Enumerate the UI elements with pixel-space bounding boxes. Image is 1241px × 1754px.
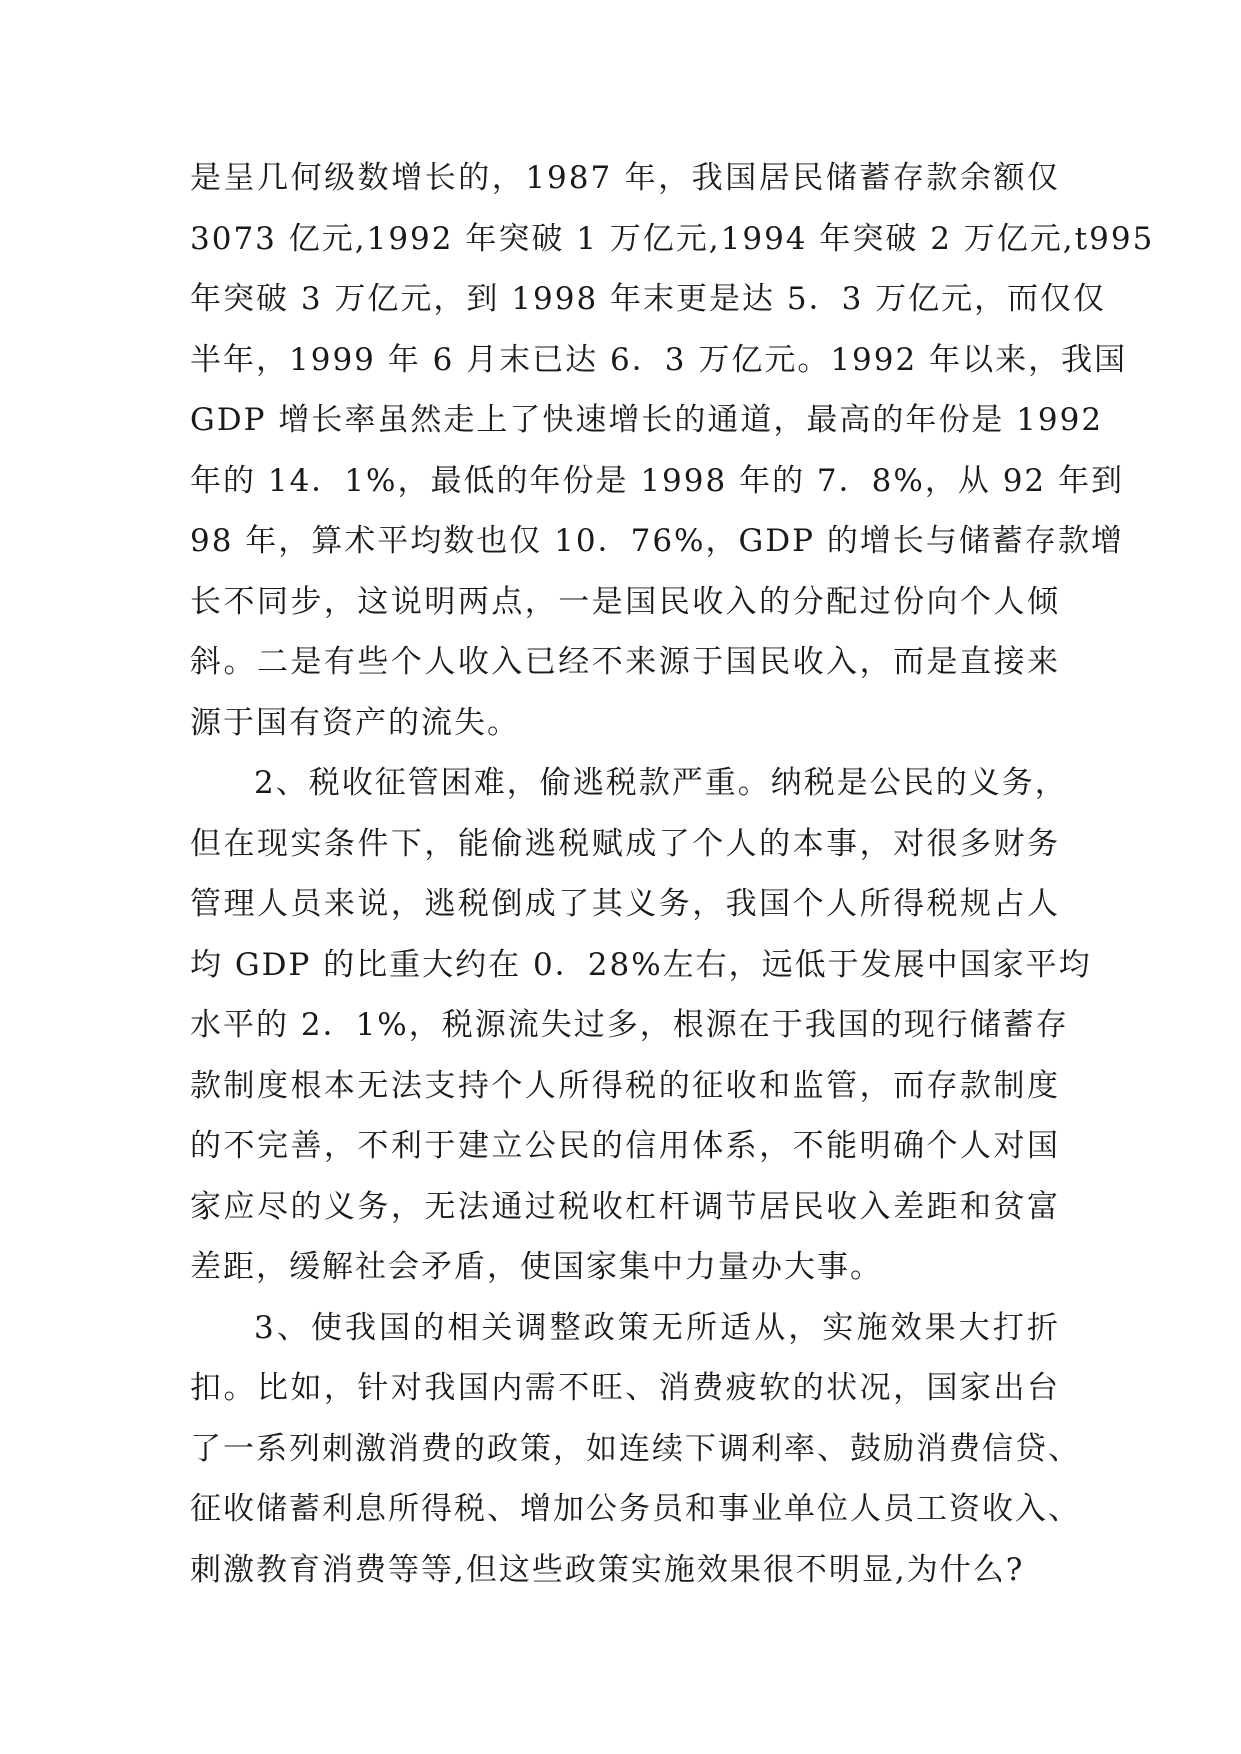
text-line: 款制度根本无法支持个人所得税的征收和监管，而存款制度 — [190, 1067, 1060, 1104]
text-line: GDP 增长率虽然走上了快速增长的通道，最高的年份是 1992 — [190, 402, 1104, 438]
text-line: 的不完善，不利于建立公民的信用体系，不能明确个人对国 — [190, 1128, 1060, 1164]
text-line: 年的 14．1%，最低的年份是 1998 年的 7．8%，从 92 年到 — [190, 462, 1124, 499]
text-line: 扣。比如，针对我国内需不旺、消费疲软的状况，国家出台 — [190, 1370, 1060, 1406]
text-line: 斜。二是有些个人收入已经不来源于国民收入，而是直接来 — [190, 644, 1060, 680]
paragraph-3 — [190, 1298, 1081, 1601]
text-line: 均 GDP 的比重大约在 0．28%左右，远低于发展中国家平均 — [190, 946, 1092, 983]
text-line: 差距，缓解社会矛盾，使国家集中力量办大事。 — [190, 1249, 883, 1285]
text-line: 源于国有资产的流失。 — [190, 704, 520, 741]
text-line: 是呈几何级数增长的，1987 年，我国居民储蓄存款余额仅 — [190, 160, 1060, 196]
text-line: 98 年，算术平均数也仅 10．76%，GDP 的增长与储蓄存款增 — [190, 523, 1124, 559]
text-line: 年突破 3 万亿元，到 1998 年末更是达 5．3 万亿元，而仅仅 — [190, 281, 1107, 317]
text-line: 3、使我国的相关调整政策无所适从，实施效果大打折 — [254, 1309, 1060, 1346]
text-line: 征收储蓄利息所得税、增加公务员和事业单位人员工资收入、 — [190, 1491, 1081, 1527]
text-line: 家应尽的义务，无法通过税收杠杆调节居民收入差距和贫富 — [190, 1188, 1060, 1225]
text-line: 半年，1999 年 6 月末已达 6．3 万亿元。1992 年以来，我国 — [190, 341, 1128, 378]
text-line: 水平的 2．1%，税源流失过多，根源在于我国的现行储蓄存 — [190, 1007, 1069, 1043]
text-line: 但在现实条件下，能偷逃税赋成了个人的本事，对很多财务 — [190, 825, 1060, 862]
document-page — [190, 148, 1155, 1600]
paragraph-2 — [190, 753, 1092, 1298]
text-line: 3073 亿元,1992 年突破 1 万亿元,1994 年突破 2 万亿元,t995 — [190, 220, 1155, 257]
paragraph-1 — [190, 148, 1155, 753]
text-line: 长不同步，这说明两点，一是国民收入的分配过份向个人倾 — [190, 583, 1060, 620]
text-line: 2、税收征管困难，偷逃税款严重。纳税是公民的义务， — [254, 765, 1068, 801]
text-line: 刺激教育消费等等,但这些政策实施效果很不明显,为什么? — [190, 1551, 1025, 1588]
text-line: 管理人员来说，逃税倒成了其义务，我国个人所得税规占人 — [190, 886, 1060, 922]
text-line: 了一系列刺激消费的政策，如连续下调利率、鼓励消费信贷、 — [190, 1430, 1081, 1467]
